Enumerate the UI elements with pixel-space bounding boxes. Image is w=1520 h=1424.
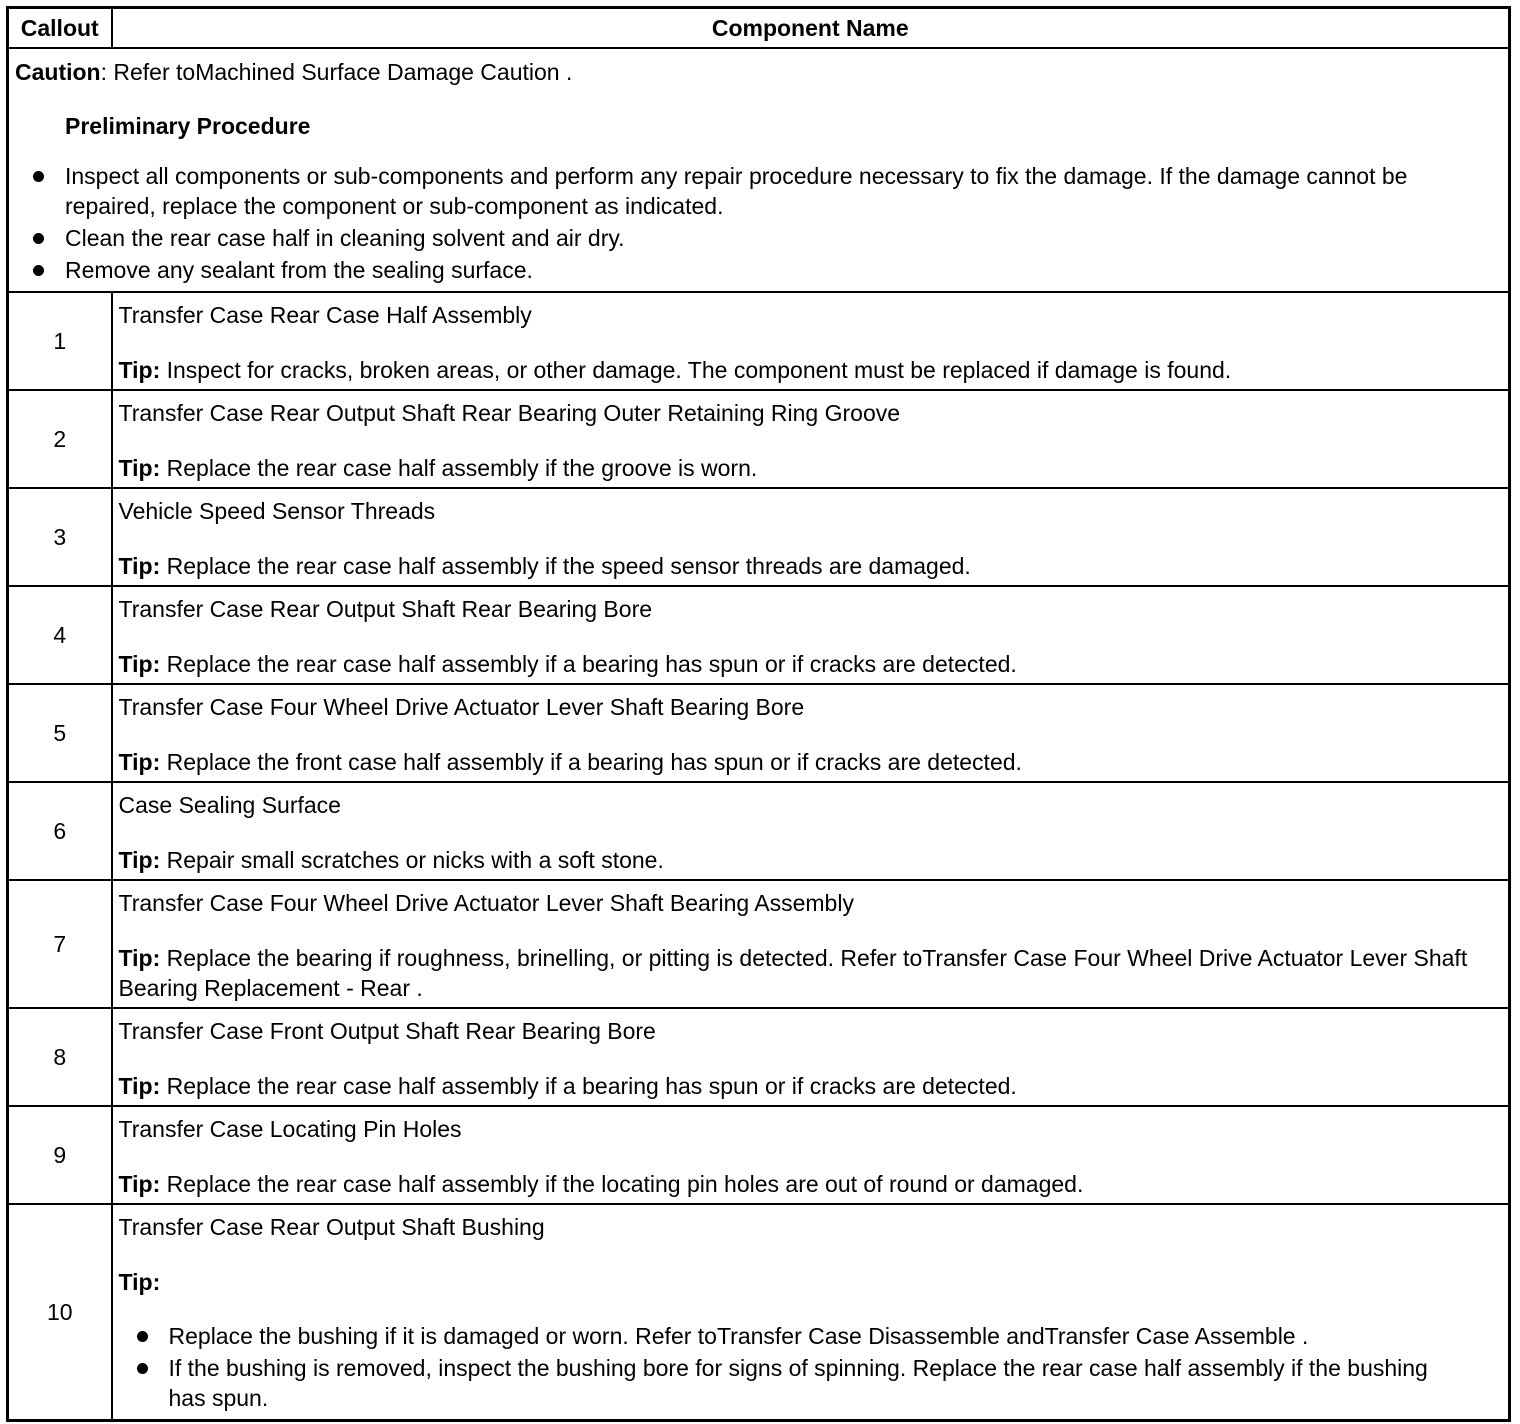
component-name: Transfer Case Rear Output Shaft Rear Bearing Bore — [118, 596, 653, 622]
table-row — [8, 390, 1510, 488]
component-cell — [112, 880, 1510, 1008]
caution-row — [8, 48, 1510, 292]
callout-number: 2 — [8, 390, 112, 488]
component-cell — [112, 390, 1510, 488]
tip — [119, 551, 1503, 581]
tip-label: Tip: — [118, 1269, 161, 1295]
component-name: Transfer Case Rear Output Shaft Rear Bearing Outer Retaining Ring Groove — [118, 400, 901, 426]
component-name: Transfer Case Rear Case Half Assembly — [118, 302, 532, 328]
component-name: Transfer Case Four Wheel Drive Actuator Lever Shaft Bearing Assembly — [118, 890, 854, 916]
component-cell — [112, 1008, 1510, 1106]
callout-number: 8 — [8, 1008, 112, 1106]
callout-number: 5 — [8, 684, 112, 782]
callout-number: 4 — [8, 586, 112, 684]
caution-cell — [8, 48, 1510, 292]
component-cell — [112, 1204, 1510, 1421]
tip — [119, 453, 1503, 483]
component-name: Transfer Case Locating Pin Holes — [118, 1116, 462, 1142]
caution-label: Caution — [15, 59, 101, 85]
document-page — [6, 6, 1508, 1422]
component-name: Vehicle Speed Sensor Threads — [118, 498, 436, 524]
component-cell — [112, 488, 1510, 586]
tip-text: Replace the rear case half assembly if the groove is worn. — [160, 455, 758, 481]
preliminary-title: Preliminary Procedure — [65, 113, 311, 139]
preliminary-list — [15, 161, 1502, 285]
tip-text: Replace the rear case half assembly if the locating pin holes are out of round or damaged. — [160, 1171, 1084, 1197]
callout-number: 6 — [8, 782, 112, 880]
preliminary-item: Inspect all components or sub-components and perform any repair procedure necessary to fix the damage. If the damage cannot be repaired, replace the component or sub-component as indicated. — [65, 161, 1502, 221]
tip-label: Tip: — [118, 553, 161, 579]
callout-number: 3 — [8, 488, 112, 586]
tip-label: Tip: — [118, 1171, 161, 1197]
tip-item: Replace the bushing if it is damaged or worn. Refer toTransfer Case Disassemble andTransfer Case Assemble . — [169, 1321, 1503, 1351]
component-name: Transfer Case Rear Output Shaft Bushing — [118, 1214, 545, 1240]
component-table — [6, 6, 1511, 1422]
component-cell — [112, 292, 1510, 390]
tip-item: If the bushing is removed, inspect the bushing bore for signs of spinning. Replace the rear case half assembly if the bushing has spun. — [169, 1353, 1503, 1413]
tip-label: Tip: — [118, 749, 161, 775]
table-row — [8, 880, 1510, 1008]
component-name: Transfer Case Four Wheel Drive Actuator Lever Shaft Bearing Bore — [118, 694, 805, 720]
tip-text: Replace the rear case half assembly if the speed sensor threads are damaged. — [160, 553, 971, 579]
caution-text: : Refer toMachined Surface Damage Caution . — [100, 59, 573, 85]
component-name: Transfer Case Front Output Shaft Rear Bearing Bore — [118, 1018, 656, 1044]
tip-label: Tip: — [118, 651, 161, 677]
callout-header: Callout — [8, 8, 112, 49]
callout-number: 1 — [8, 292, 112, 390]
tip-label: Tip: — [118, 847, 161, 873]
table-row — [8, 1008, 1510, 1106]
preliminary-item: Remove any sealant from the sealing surface. — [65, 255, 1502, 285]
component-cell — [112, 684, 1510, 782]
component-name: Case Sealing Surface — [118, 792, 341, 818]
callout-number: 10 — [8, 1204, 112, 1421]
tip-label: Tip: — [118, 357, 161, 383]
tip-text: Repair small scratches or nicks with a soft stone. — [160, 847, 664, 873]
tip — [119, 649, 1503, 679]
caution-line — [15, 57, 1502, 87]
table-row — [8, 1204, 1510, 1421]
tip-text: Replace the rear case half assembly if a bearing has spun or if cracks are detected. — [160, 651, 1017, 677]
table-row — [8, 488, 1510, 586]
tip — [119, 1071, 1503, 1101]
tip — [119, 355, 1503, 385]
tip-text: Replace the bearing if roughness, brinelling, or pitting is detected. Refer toTransfer Case Four Wheel Drive Actuator Lever Shaft Bearing Replacement - Rear . — [118, 945, 1468, 1001]
callout-number: 9 — [8, 1106, 112, 1204]
tip-label: Tip: — [118, 455, 161, 481]
tip — [119, 943, 1503, 1003]
tip-label: Tip: — [118, 1073, 161, 1099]
tip — [119, 845, 1503, 875]
header-row — [8, 8, 1510, 49]
preliminary-item: Clean the rear case half in cleaning solvent and air dry. — [65, 223, 1502, 253]
tip — [119, 1169, 1503, 1199]
table-row — [8, 1106, 1510, 1204]
tip-text: Replace the rear case half assembly if a bearing has spun or if cracks are detected. — [160, 1073, 1017, 1099]
callout-number: 7 — [8, 880, 112, 1008]
table-row — [8, 292, 1510, 390]
table-row — [8, 586, 1510, 684]
table-row — [8, 782, 1510, 880]
component-cell — [112, 1106, 1510, 1204]
component-cell — [112, 586, 1510, 684]
component-name-header: Component Name — [112, 8, 1510, 49]
tip — [119, 747, 1503, 777]
table-row — [8, 684, 1510, 782]
tip-label: Tip: — [118, 945, 161, 971]
tip-list — [119, 1321, 1503, 1413]
component-cell — [112, 782, 1510, 880]
tip-text: Replace the front case half assembly if a bearing has spun or if cracks are detected. — [160, 749, 1022, 775]
tip-text: Inspect for cracks, broken areas, or other damage. The component must be replaced if damage is found. — [160, 357, 1232, 383]
